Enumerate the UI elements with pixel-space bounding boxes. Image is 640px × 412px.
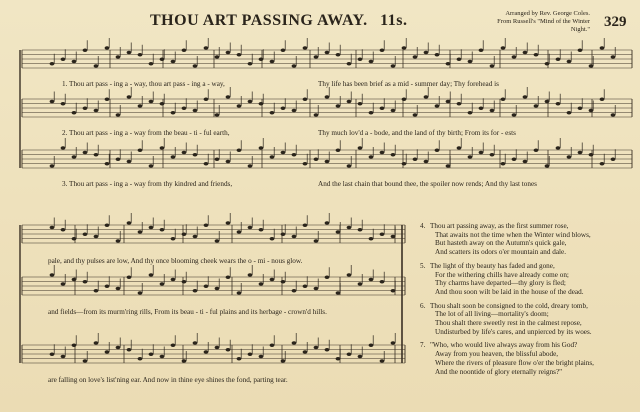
note-head xyxy=(314,287,319,290)
note-head xyxy=(292,153,297,156)
note-head xyxy=(138,291,143,294)
note-head xyxy=(512,55,517,58)
lyric-line-3b: And the last chain that bound thee, the spoiler now rends; And thy last tones xyxy=(318,180,537,188)
note-head xyxy=(501,162,506,165)
note-head xyxy=(446,62,451,65)
note-head xyxy=(270,278,275,281)
note-head xyxy=(413,55,418,58)
verse-line: And the noontide of glory eternally reigns?" xyxy=(435,367,563,376)
note-head xyxy=(105,285,110,288)
note-head xyxy=(303,224,308,227)
note-head xyxy=(347,226,352,229)
note-head xyxy=(171,60,176,63)
note-head xyxy=(512,158,517,161)
note-head xyxy=(424,95,429,98)
note-head xyxy=(347,273,352,276)
verse-line: Thy charms have departed—thy glory is fled; xyxy=(435,279,566,288)
note-head xyxy=(292,64,297,67)
note-head xyxy=(72,155,77,158)
note-head xyxy=(457,58,462,61)
note-head xyxy=(600,98,605,101)
note-head xyxy=(369,344,374,347)
note-head xyxy=(259,102,264,105)
note-head xyxy=(490,153,495,156)
note-head xyxy=(226,221,231,224)
note-head xyxy=(83,359,88,362)
note-head xyxy=(523,51,528,54)
note-head xyxy=(50,273,55,276)
note-head xyxy=(171,278,176,281)
note-head xyxy=(94,153,99,156)
lyric-line-2a: 2. Thou art pass - ing a - way from the beau - ti - ful earth, xyxy=(62,129,230,137)
verse-line: But hasteth away on the Autumn's quick gale, xyxy=(435,239,567,248)
note-head xyxy=(369,155,374,158)
note-head xyxy=(171,155,176,158)
verse-line: Where the rivers of pleasure flow o'er the bright plains, xyxy=(435,358,594,367)
credit-line-1: Arranged by Rev. George Coles. xyxy=(505,10,590,17)
note-head xyxy=(380,107,385,110)
note-head xyxy=(380,49,385,52)
note-head xyxy=(215,158,220,161)
verse-line: The light of thy beauty has faded and gone, xyxy=(430,261,555,270)
note-head xyxy=(435,53,440,56)
note-head xyxy=(358,228,363,231)
note-head xyxy=(105,224,110,227)
note-head xyxy=(512,113,517,116)
note-head xyxy=(72,344,77,347)
note-head xyxy=(358,146,363,149)
note-head xyxy=(116,158,121,161)
note-head xyxy=(94,109,99,112)
note-head xyxy=(226,276,231,279)
note-head xyxy=(193,64,198,67)
page-number: 329 xyxy=(604,14,627,30)
note-head xyxy=(446,164,451,167)
note-head xyxy=(457,102,462,105)
verse-line: Thou shalt there sweetly rest in the calmest repose, xyxy=(435,319,582,328)
lyric-line-5: and fields—from its murm'ring rills, From its beau - ti - ful plains and its herbage - crown'd hills. xyxy=(48,308,327,316)
note-head xyxy=(611,158,616,161)
note-head xyxy=(193,235,198,238)
note-head xyxy=(138,230,143,233)
note-head xyxy=(468,60,473,63)
note-head xyxy=(94,341,99,344)
lyric-line-1b: Thy life has been brief as a mid - summer day; Thy forehead is xyxy=(318,80,499,88)
note-head xyxy=(149,353,154,356)
note-head xyxy=(215,239,220,242)
note-head xyxy=(127,221,132,224)
note-head xyxy=(303,350,308,353)
note-head xyxy=(138,104,143,107)
note-head xyxy=(94,235,99,238)
note-head xyxy=(391,153,396,156)
note-head xyxy=(413,113,418,116)
note-head xyxy=(325,160,330,163)
note-head xyxy=(336,291,341,294)
verse-4 xyxy=(420,222,632,257)
note-head xyxy=(325,276,330,279)
note-head xyxy=(336,230,341,233)
note-head xyxy=(479,151,484,154)
lyric-line-6: are falling on love's list'ning ear. And now in thine eye shines the fond, parting tear. xyxy=(48,376,288,384)
note-head xyxy=(193,109,198,112)
note-head xyxy=(589,109,594,112)
note-head xyxy=(501,98,506,101)
verse-line: Undisturbed by life's cares, and unpierced by its woes. xyxy=(435,327,592,336)
note-head xyxy=(611,55,616,58)
note-head xyxy=(226,95,231,98)
note-head xyxy=(325,51,330,54)
note-head xyxy=(523,160,528,163)
note-head xyxy=(556,146,561,149)
note-head xyxy=(468,111,473,114)
note-head xyxy=(259,146,264,149)
note-head xyxy=(314,113,319,116)
note-head xyxy=(50,62,55,65)
note-head xyxy=(83,280,88,283)
note-head xyxy=(479,107,484,110)
note-head xyxy=(336,104,341,107)
note-head xyxy=(116,113,121,116)
note-head xyxy=(182,359,187,362)
note-head xyxy=(215,113,220,116)
note-head xyxy=(281,107,286,110)
note-head xyxy=(259,355,264,358)
note-head xyxy=(402,162,407,165)
note-head xyxy=(160,146,165,149)
verse-5 xyxy=(420,262,632,297)
note-head xyxy=(182,280,187,283)
note-head xyxy=(204,98,209,101)
note-head xyxy=(270,237,275,240)
note-head xyxy=(556,102,561,105)
note-head xyxy=(61,102,66,105)
note-head xyxy=(446,100,451,103)
note-head xyxy=(358,58,363,61)
note-head xyxy=(347,164,352,167)
lyric-line-3a: 3. Thou art pass - ing a - way from thy kindred and friends, xyxy=(62,180,233,188)
note-head xyxy=(369,60,374,63)
lyric-line-4: pale, and thy pulses are low, And thy once blooming cheek wears the o - mi - nous glow. xyxy=(48,257,303,265)
note-head xyxy=(545,62,550,65)
note-head xyxy=(204,46,209,49)
note-head xyxy=(534,149,539,152)
note-head xyxy=(160,228,165,231)
verse-line: And thou soon wilt be laid in the house of the dead. xyxy=(435,287,584,296)
note-head xyxy=(149,226,154,229)
note-head xyxy=(578,151,583,154)
note-head xyxy=(380,280,385,283)
note-head xyxy=(281,233,286,236)
note-head xyxy=(193,153,198,156)
verse-line: "Who, who would live always away from his God? xyxy=(430,341,578,350)
note-head xyxy=(292,341,297,344)
note-head xyxy=(50,353,55,356)
note-head xyxy=(589,153,594,156)
note-head xyxy=(358,282,363,285)
note-head xyxy=(336,149,341,152)
lyric-line-1a: 1. Thou art pass - ing a - way, thou art pass - ing a - way, xyxy=(62,80,225,88)
note-head xyxy=(391,109,396,112)
note-head xyxy=(369,237,374,240)
note-head xyxy=(204,350,209,353)
note-head xyxy=(303,285,308,288)
note-head xyxy=(347,353,352,356)
note-head xyxy=(248,164,253,167)
note-head xyxy=(600,162,605,165)
note-head xyxy=(149,100,154,103)
note-head xyxy=(204,162,209,165)
note-head xyxy=(160,355,165,358)
note-head xyxy=(105,46,110,49)
note-head xyxy=(292,109,297,112)
note-head xyxy=(325,221,330,224)
note-head xyxy=(545,164,550,167)
note-head xyxy=(534,53,539,56)
note-head xyxy=(534,104,539,107)
note-head xyxy=(413,158,418,161)
note-head xyxy=(215,55,220,58)
note-head xyxy=(237,357,242,360)
note-head xyxy=(490,64,495,67)
note-head xyxy=(237,104,242,107)
verse-line: For the withering chills have already come on; xyxy=(435,270,569,279)
verse-number: 7. xyxy=(420,341,426,350)
note-head xyxy=(182,107,187,110)
note-head xyxy=(61,228,66,231)
note-head xyxy=(105,350,110,353)
note-head xyxy=(457,146,462,149)
verse-line: Away from you heaven, the blissful abode, xyxy=(435,350,559,359)
note-head xyxy=(171,344,176,347)
note-head xyxy=(270,60,275,63)
note-head xyxy=(83,107,88,110)
note-head xyxy=(259,58,264,61)
note-head xyxy=(490,109,495,112)
note-head xyxy=(94,64,99,67)
note-head xyxy=(259,228,264,231)
note-head xyxy=(193,289,198,292)
note-head xyxy=(127,51,132,54)
note-head xyxy=(226,160,231,163)
note-head xyxy=(578,49,583,52)
note-head xyxy=(248,273,253,276)
note-head xyxy=(270,344,275,347)
note-head xyxy=(303,46,308,49)
note-head xyxy=(182,233,187,236)
note-head xyxy=(160,282,165,285)
note-head xyxy=(237,230,242,233)
note-head xyxy=(138,53,143,56)
note-head xyxy=(116,55,121,58)
note-head xyxy=(105,98,110,101)
hymn-meter: 11s. xyxy=(380,12,408,29)
note-head xyxy=(402,46,407,49)
note-head xyxy=(116,287,121,290)
note-head xyxy=(292,235,297,238)
note-head xyxy=(72,111,77,114)
verse-line: The lot of all living—mortality's doom; xyxy=(435,310,549,319)
note-head xyxy=(171,237,176,240)
note-head xyxy=(72,278,77,281)
note-head xyxy=(83,233,88,236)
note-head xyxy=(270,111,275,114)
hymn-title-text: THOU ART PASSING AWAY. xyxy=(150,12,368,29)
note-head xyxy=(149,273,154,276)
note-head xyxy=(149,164,154,167)
note-head xyxy=(204,224,209,227)
note-head xyxy=(281,359,286,362)
note-head xyxy=(259,282,264,285)
extra-verses xyxy=(420,222,632,381)
note-head xyxy=(50,100,55,103)
verse-line: And scatters its odors o'er mountain and dale. xyxy=(435,248,567,257)
note-head xyxy=(160,102,165,105)
note-head xyxy=(556,58,561,61)
note-head xyxy=(182,49,187,52)
note-head xyxy=(435,149,440,152)
note-head xyxy=(600,46,605,49)
verse-line: That awaits not the time when the Winter wind blows, xyxy=(435,230,591,239)
note-head xyxy=(72,237,77,240)
note-head xyxy=(325,348,330,351)
note-head xyxy=(468,155,473,158)
note-head xyxy=(127,160,132,163)
note-head xyxy=(138,149,143,152)
note-head xyxy=(138,357,143,360)
note-head xyxy=(611,113,616,116)
note-head xyxy=(248,62,253,65)
note-head xyxy=(281,151,286,154)
note-head xyxy=(61,282,66,285)
note-head xyxy=(127,276,132,279)
note-head xyxy=(270,155,275,158)
note-head xyxy=(193,341,198,344)
note-head xyxy=(336,53,341,56)
verse-7 xyxy=(420,341,632,376)
note-head xyxy=(171,111,176,114)
note-head xyxy=(358,102,363,105)
note-head xyxy=(391,64,396,67)
note-head xyxy=(281,49,286,52)
note-head xyxy=(545,100,550,103)
verse-number: 5. xyxy=(420,261,426,270)
note-head xyxy=(314,346,319,349)
note-head xyxy=(589,64,594,67)
lyric-line-2b: Thy much lov'd a - bode, and the land of thy birth; From its for - ests xyxy=(318,129,516,137)
note-head xyxy=(160,58,165,61)
note-head xyxy=(116,346,121,349)
note-head xyxy=(336,357,341,360)
note-head xyxy=(314,158,319,161)
note-head xyxy=(347,62,352,65)
note-head xyxy=(501,46,506,49)
note-head xyxy=(424,51,429,54)
note-head xyxy=(248,353,253,356)
note-head xyxy=(523,95,528,98)
verse-number: 4. xyxy=(420,222,426,230)
note-head xyxy=(391,289,396,292)
note-head xyxy=(237,149,242,152)
credit-line-2: From Russell's "Mind of the Winter Night." xyxy=(497,18,590,33)
note-head xyxy=(391,235,396,238)
note-head xyxy=(116,239,121,242)
note-head xyxy=(380,151,385,154)
note-head xyxy=(402,98,407,101)
note-head xyxy=(380,233,385,236)
note-head xyxy=(424,160,429,163)
note-head xyxy=(479,49,484,52)
note-head xyxy=(83,151,88,154)
note-head xyxy=(358,355,363,358)
note-head xyxy=(347,100,352,103)
verse-6 xyxy=(420,302,632,337)
note-head xyxy=(248,226,253,229)
note-head xyxy=(281,280,286,283)
note-head xyxy=(149,62,154,65)
note-head xyxy=(204,285,209,288)
note-head xyxy=(292,289,297,292)
note-head xyxy=(127,348,132,351)
note-head xyxy=(369,278,374,281)
note-head xyxy=(61,58,66,61)
note-head xyxy=(325,95,330,98)
note-head xyxy=(303,162,308,165)
verse-line: Thou shalt soon be consigned to the cold, dreary tomb, xyxy=(430,301,588,310)
note-head xyxy=(248,100,253,103)
note-head xyxy=(215,287,220,290)
note-head xyxy=(50,226,55,229)
note-head xyxy=(380,359,385,362)
verse-line: Thou art passing away, as the first summer rose, xyxy=(430,222,569,230)
note-head xyxy=(182,151,187,154)
note-head xyxy=(105,162,110,165)
note-head xyxy=(578,107,583,110)
note-head xyxy=(50,164,55,167)
note-head xyxy=(314,239,319,242)
note-head xyxy=(567,111,572,114)
note-head xyxy=(314,55,319,58)
note-head xyxy=(303,98,308,101)
note-head xyxy=(567,60,572,63)
note-head xyxy=(567,155,572,158)
note-head xyxy=(237,53,242,56)
note-head xyxy=(83,49,88,52)
note-head xyxy=(72,60,77,63)
note-head xyxy=(61,146,66,149)
note-head xyxy=(94,289,99,292)
note-head xyxy=(435,104,440,107)
note-head xyxy=(61,355,66,358)
note-head xyxy=(391,341,396,344)
note-head xyxy=(226,51,231,54)
note-head xyxy=(226,348,231,351)
note-head xyxy=(215,346,220,349)
note-head xyxy=(127,95,132,98)
note-head xyxy=(369,111,374,114)
note-head xyxy=(237,291,242,294)
verse-number: 6. xyxy=(420,301,426,310)
